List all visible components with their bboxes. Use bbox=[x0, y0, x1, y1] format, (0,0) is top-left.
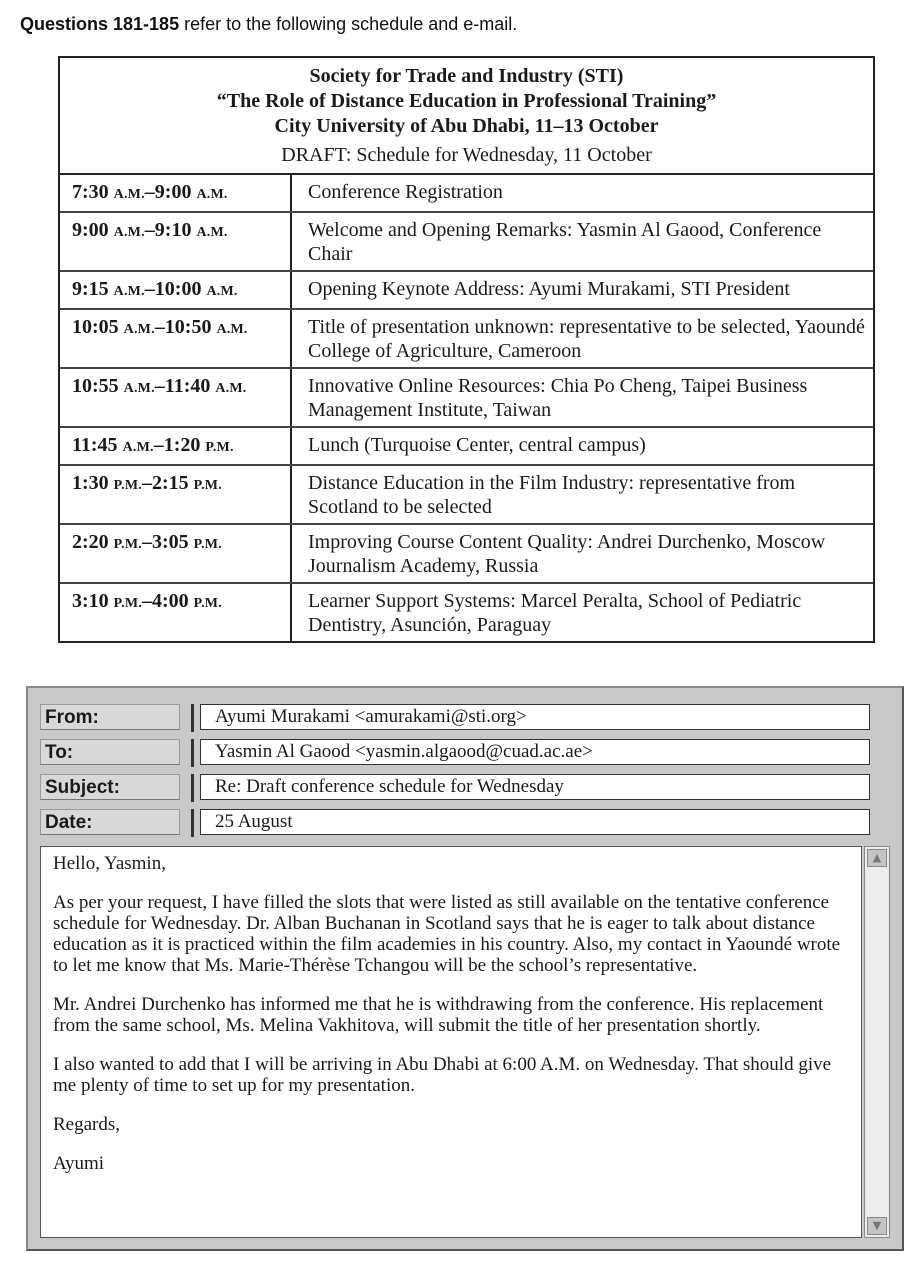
start-time: 10:55 bbox=[72, 375, 119, 397]
schedule-time: 10:05 A.M.–10:50 A.M. bbox=[60, 310, 292, 367]
email-greeting: Hello, Yasmin, bbox=[53, 853, 166, 874]
question-range: Questions 181-185 bbox=[20, 14, 180, 34]
start-time: 9:15 bbox=[72, 278, 109, 300]
schedule-time: 11:45 A.M.–1:20 P.M. bbox=[60, 428, 292, 464]
schedule-subtitle: DRAFT: Schedule for Wednesday, 11 October bbox=[281, 144, 652, 166]
schedule-description: Conference Registration bbox=[308, 181, 503, 203]
start-time: 9:00 bbox=[72, 219, 109, 241]
start-time: 7:30 bbox=[72, 181, 109, 203]
schedule-description: Distance Education in the Film Industry: representative from Scotland to be selected bbox=[308, 472, 796, 518]
email-header-subject bbox=[40, 774, 862, 802]
email-paragraph-2: Mr. Andrei Durchenko has informed me that he is withdrawing from the conference. His replacement from the same school, Ms. Melina Vakhitova, will submit the title of her presentation shortly. bbox=[53, 994, 824, 1036]
schedule-time: 2:20 P.M.–3:05 P.M. bbox=[60, 525, 292, 582]
end-meridiem: A.M. bbox=[206, 284, 238, 299]
schedule-description: Improving Course Content Quality: Andrei Durchenko, Moscow Journalism Academy, Russia bbox=[308, 531, 826, 577]
from-label: From: bbox=[40, 704, 180, 730]
email-signature: Ayumi bbox=[53, 1153, 105, 1174]
schedule-time: 10:55 A.M.–11:40 A.M. bbox=[60, 369, 292, 426]
schedule-description: Innovative Online Resources: Chia Po Cheng, Taipei Business Management Institute, Taiwan bbox=[308, 375, 808, 421]
end-meridiem: P.M. bbox=[193, 478, 222, 493]
end-meridiem: P.M. bbox=[205, 440, 234, 455]
header-divider bbox=[191, 774, 194, 802]
schedule-org-title: Society for Trade and Industry (STI) bbox=[309, 65, 624, 87]
email-window bbox=[26, 686, 904, 1251]
scroll-up-icon[interactable]: ▲ bbox=[867, 849, 887, 867]
schedule-header bbox=[60, 58, 873, 175]
start-meridiem: A.M. bbox=[122, 440, 154, 455]
header-divider bbox=[191, 809, 194, 837]
from-field[interactable]: Ayumi Murakami <amurakami@sti.org> bbox=[200, 704, 870, 730]
schedule-row bbox=[60, 272, 873, 310]
schedule-time: 1:30 P.M.–2:15 P.M. bbox=[60, 466, 292, 523]
email-signoff: Regards, bbox=[53, 1114, 121, 1135]
schedule-description: Lunch (Turquoise Center, central campus) bbox=[308, 434, 646, 456]
start-meridiem: A.M. bbox=[123, 322, 155, 337]
date-field[interactable]: 25 August bbox=[200, 809, 870, 835]
schedule-row bbox=[60, 369, 873, 428]
schedule-time: 7:30 A.M.–9:00 A.M. bbox=[60, 175, 292, 211]
subject-label: Subject: bbox=[40, 774, 180, 800]
end-meridiem: A.M. bbox=[215, 381, 247, 396]
start-meridiem: P.M. bbox=[113, 596, 142, 611]
header-divider bbox=[191, 704, 194, 732]
end-time: 9:00 bbox=[154, 181, 192, 203]
end-time: 11:40 bbox=[164, 375, 211, 397]
start-time: 11:45 bbox=[72, 434, 118, 456]
schedule-description: Title of presentation unknown: representative to be selected, Yaoundé College of Agriculture, Cameroon bbox=[308, 316, 865, 362]
schedule-row bbox=[60, 584, 873, 641]
end-meridiem: P.M. bbox=[193, 537, 222, 552]
end-meridiem: A.M. bbox=[196, 225, 228, 240]
schedule-time: 3:10 P.M.–4:00 P.M. bbox=[60, 584, 292, 641]
end-time: 10:00 bbox=[154, 278, 202, 300]
schedule-row bbox=[60, 213, 873, 272]
schedule-row bbox=[60, 525, 873, 584]
schedule-time: 9:00 A.M.–9:10 A.M. bbox=[60, 213, 292, 270]
end-meridiem: A.M. bbox=[216, 322, 248, 337]
to-label: To: bbox=[40, 739, 180, 765]
to-field[interactable]: Yasmin Al Gaood <yasmin.algaood@cuad.ac.ae> bbox=[200, 739, 870, 765]
schedule-description: Opening Keynote Address: Ayumi Murakami, STI President bbox=[308, 278, 790, 300]
email-scrollbar[interactable] bbox=[864, 846, 890, 1238]
email-header-date bbox=[40, 809, 862, 837]
schedule-row bbox=[60, 466, 873, 525]
subject-field[interactable]: Re: Draft conference schedule for Wednesday bbox=[200, 774, 870, 800]
date-label: Date: bbox=[40, 809, 180, 835]
email-header-to bbox=[40, 739, 862, 767]
email-paragraph-1: As per your request, I have filled the slots that were listed as still available on the tentative conference schedule for Wednesday. Dr. Alban Buchanan in Scotland says that he is eager to talk about distance education as it is practiced within the film academies in his country. Also, my contact in Yaoundé wrote to let me know that Ms. Marie-Thérèse Tchangou will be the school’s representative. bbox=[53, 892, 841, 976]
question-intro-text: refer to the following schedule and e-mail. bbox=[179, 14, 518, 34]
start-time: 3:10 bbox=[72, 590, 109, 612]
header-divider bbox=[191, 739, 194, 767]
end-time: 2:15 bbox=[151, 472, 189, 494]
schedule-description: Welcome and Opening Remarks: Yasmin Al Gaood, Conference Chair bbox=[308, 219, 822, 265]
schedule-description: Learner Support Systems: Marcel Peralta, School of Pediatric Dentistry, Asunción, Paraguay bbox=[308, 590, 802, 636]
email-paragraph-3: I also wanted to add that I will be arriving in Abu Dhabi at 6:00 A.M. on Wednesday. That should give me plenty of time to set up for my presentation. bbox=[53, 1054, 832, 1096]
end-time: 3:05 bbox=[151, 531, 189, 553]
email-body[interactable] bbox=[40, 846, 862, 1238]
schedule-row bbox=[60, 175, 873, 213]
start-meridiem: A.M. bbox=[113, 225, 145, 240]
schedule-row bbox=[60, 428, 873, 466]
email-header-from bbox=[40, 704, 862, 732]
end-time: 9:10 bbox=[154, 219, 192, 241]
schedule-row bbox=[60, 310, 873, 369]
scroll-down-icon[interactable]: ▼ bbox=[867, 1217, 887, 1235]
start-time: 10:05 bbox=[72, 316, 119, 338]
end-time: 10:50 bbox=[164, 316, 212, 338]
start-time: 2:20 bbox=[72, 531, 109, 553]
schedule-conference-title: “The Role of Distance Education in Professional Training” bbox=[216, 90, 717, 112]
schedule-time: 9:15 A.M.–10:00 A.M. bbox=[60, 272, 292, 308]
end-time: 4:00 bbox=[151, 590, 189, 612]
schedule-table bbox=[58, 56, 875, 643]
start-meridiem: P.M. bbox=[113, 537, 142, 552]
schedule-rows bbox=[60, 175, 873, 641]
end-meridiem: P.M. bbox=[193, 596, 222, 611]
question-intro bbox=[20, 14, 517, 35]
start-meridiem: P.M. bbox=[113, 478, 142, 493]
start-meridiem: A.M. bbox=[113, 187, 145, 202]
start-meridiem: A.M. bbox=[123, 381, 155, 396]
start-time: 1:30 bbox=[72, 472, 109, 494]
end-time: 1:20 bbox=[163, 434, 201, 456]
start-meridiem: A.M. bbox=[113, 284, 145, 299]
schedule-venue-dates: City University of Abu Dhabi, 11–13 October bbox=[274, 115, 659, 137]
end-meridiem: A.M. bbox=[196, 187, 228, 202]
